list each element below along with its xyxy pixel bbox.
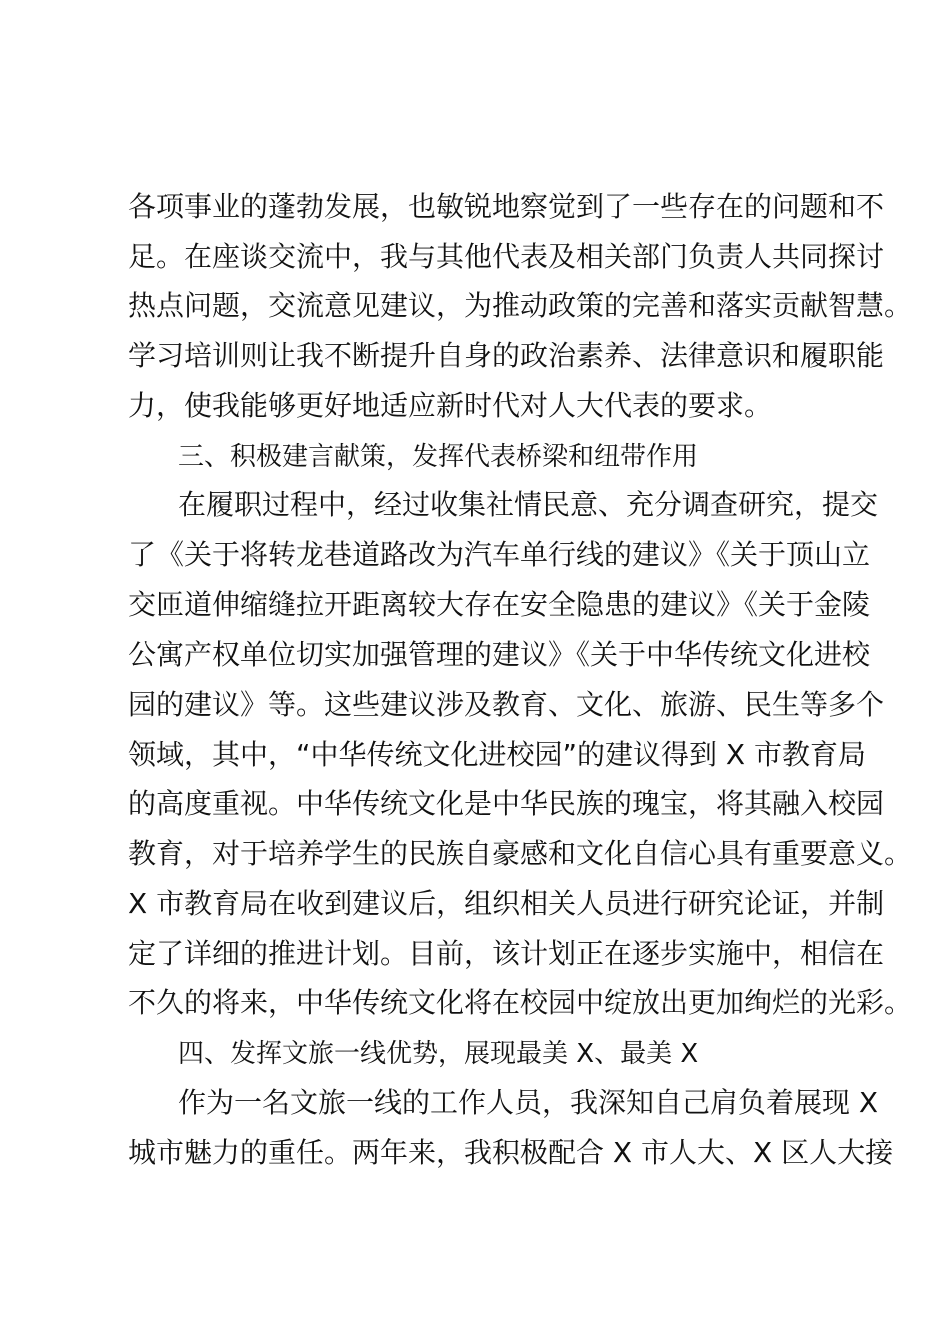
paragraph-start-line: 在履职过程中，经过收集社情民意、充分调查研究，提交: [178, 488, 879, 521]
body-text-line: 城市魅力的重任。两年来，我积极配合 X 市人大、X 区人大接: [128, 1136, 894, 1169]
body-text-line: X 市教育局在收到建议后，组织相关人员进行研究论证，并制: [128, 887, 885, 920]
body-text-line: 定了详细的推进计划。目前，该计划正在逐步实施中，相信在: [128, 937, 885, 970]
body-text-line: 园的建议》等。这些建议涉及教育、文化、旅游、民生等多个: [128, 688, 885, 721]
section-heading-3: 三、积极建言献策，发挥代表桥梁和纽带作用: [178, 442, 699, 472]
body-text-line: 各项事业的蓬勃发展，也敏锐地察觉到了一些存在的问题和不: [128, 190, 885, 223]
body-text-line: 不久的将来，中华传统文化将在校园中绽放出更加绚烂的光彩。: [128, 986, 913, 1019]
body-text-line: 力，使我能够更好地适应新时代对人大代表的要求。: [128, 389, 773, 422]
paragraph-start-line: 作为一名文旅一线的工作人员，我深知自己肩负着展现 X: [178, 1086, 879, 1119]
body-text-line: 公寓产权单位切实加强管理的建议》《关于中华传统文化进校: [128, 638, 871, 671]
body-text-line: 的高度重视。中华传统文化是中华民族的瑰宝，将其融入校园: [128, 787, 885, 820]
body-text-line: 交匝道伸缩缝拉开距离较大存在安全隐患的建议》《关于金陵: [128, 588, 871, 621]
body-text-line: 热点问题，交流意见建议，为推动政策的完善和落实贡献智慧。: [128, 289, 913, 322]
body-text-line: 领域，其中，“中华传统文化进校园”的建议得到 X 市教育局: [128, 738, 866, 771]
body-text-line: 了《关于将转龙巷道路改为汽车单行线的建议》《关于顶山立: [128, 538, 871, 571]
body-text-line: 教育，对于培养学生的民族自豪感和文化自信心具有重要意义。: [128, 837, 913, 870]
body-text-line: 足。在座谈交流中，我与其他代表及相关部门负责人共同探讨: [128, 240, 885, 273]
section-heading-4: 四、发挥文旅一线优势，展现最美 X、最美 X: [178, 1039, 699, 1069]
body-text-line: 学习培训则让我不断提升自身的政治素养、法律意识和履职能: [128, 339, 885, 372]
